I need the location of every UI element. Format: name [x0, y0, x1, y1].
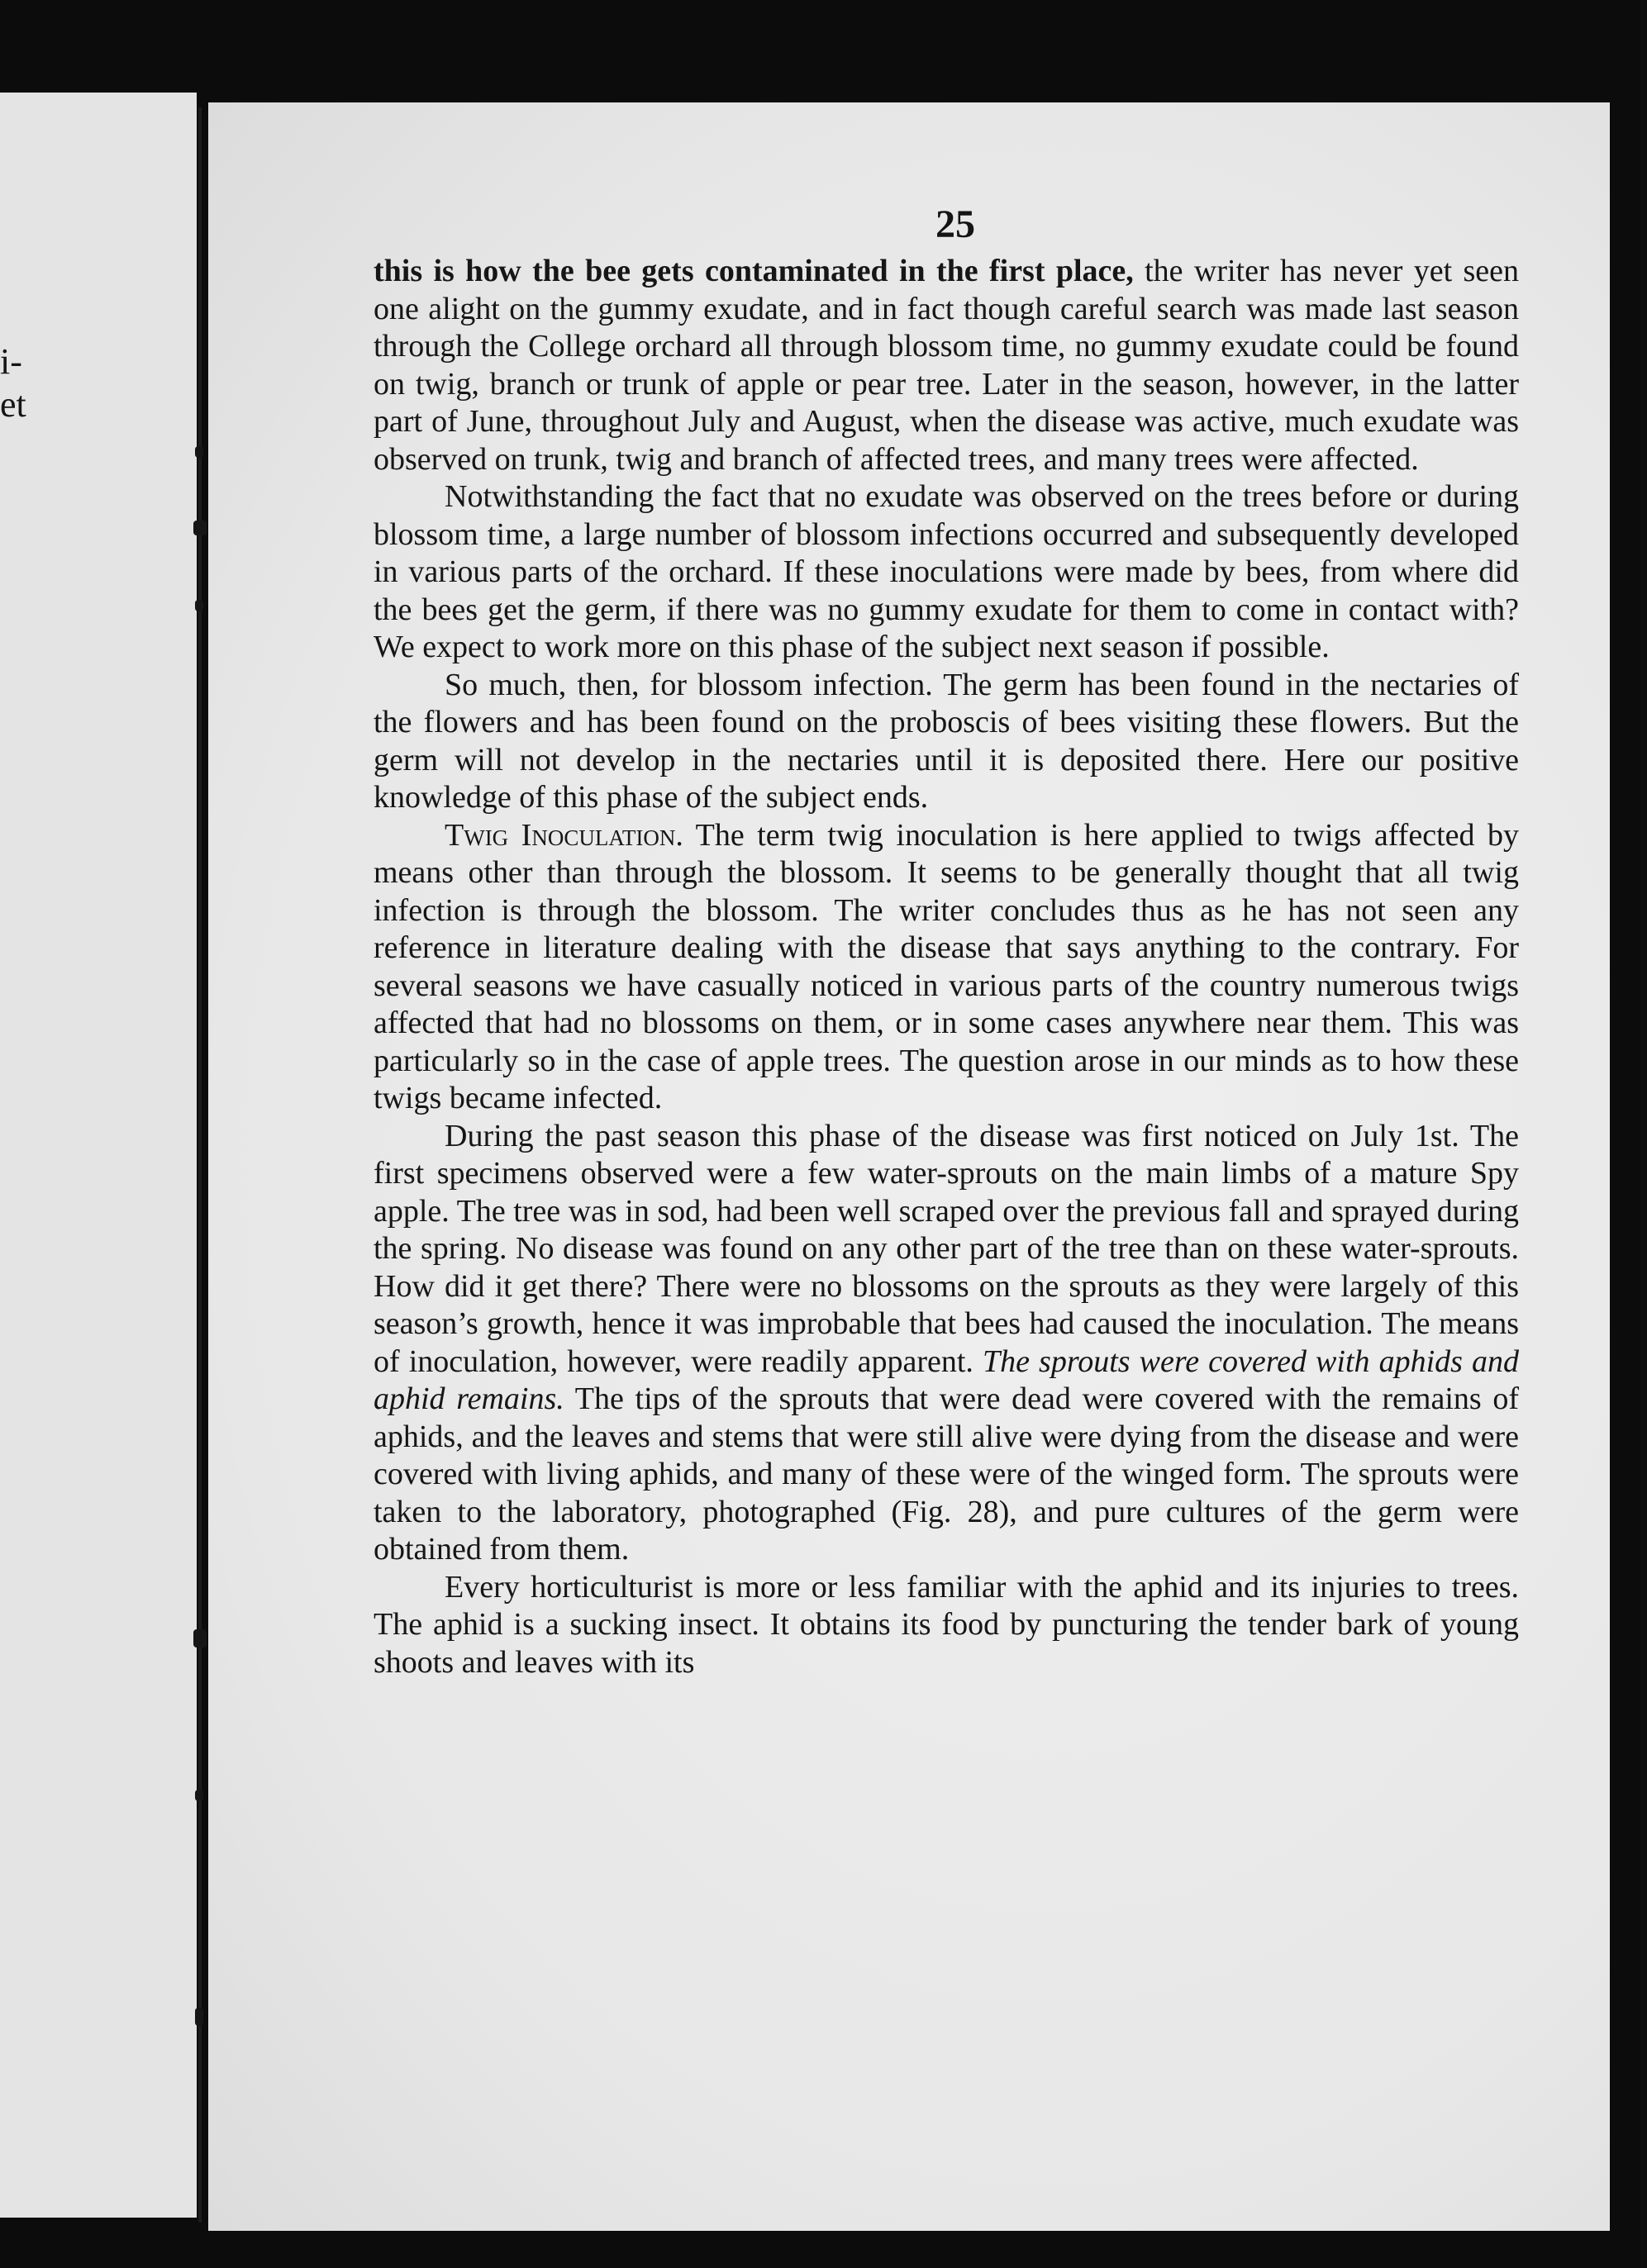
- adjacent-page-strip: [0, 93, 197, 2218]
- paragraph-text: Notwithstanding the fact that no exudate was observed on the trees before or during blossom time, a large number of blossom infections occurred and subsequently developed in various parts of the orchard. If these inoculations were made by bees, from where did the bees get the germ, if there was no gummy exudate for them to come in contact with? We expect to work more on this phase of the subject next season if possible.: [374, 479, 1519, 664]
- paragraph-text: Every horticulturist is more or less familiar with the aphid and its injuries to trees. The aphid is a sucking insect. It obtains its food by puncturing the tender bark of young shoots and leaves with its: [374, 1569, 1519, 1680]
- binding-mark: [193, 521, 207, 535]
- paragraph-text: The term twig inoculation is here applied to twigs affected by means other than through the blossom. It seems to be generally thought that all twig infection is through the blossom. The writer concludes thus as he has not seen any reference in literature dealing with the disease that says anything to the contrary. For several seasons we have casually noticed in various parts of the country numerous twigs affected that had no blossoms on them, or in some cases anywhere near them. This was particularly so in the case of apple trees. The question arose in our minds as to how these twigs became infected.: [374, 817, 1519, 1115]
- binding-mark: [193, 1629, 207, 1648]
- paragraph: [374, 1569, 1519, 1682]
- binding-mark: [195, 446, 203, 458]
- binding-mark: [195, 2008, 203, 2026]
- section-heading-twig-inoculation: Twig Inoculation.: [445, 817, 683, 853]
- binding-mark: [195, 600, 203, 611]
- paragraph-text: the writer has never yet seen one alight on the gummy exudate, and in fact though careful search was made last season through the College orchard all through blossom time, no gummy exudate could be found on twig, branch or trunk of apple or pear tree. Later in the season, however, in the latter part of June, throughout July and August, when the disease was active, much exudate was observed on trunk, twig and branch of affected trees, and many trees were affected.: [374, 254, 1519, 477]
- binding-gutter: [198, 107, 202, 2223]
- paragraph-lead-bold: this is how the bee gets contaminated in the first place,: [374, 254, 1134, 288]
- adjacent-fragment-2: et: [0, 384, 26, 425]
- paragraph: [374, 253, 1519, 478]
- paragraph: [374, 478, 1519, 667]
- paragraph-text: The tips of the sprouts that were dead were covered with the remains of aphids, and the leaves and stems that were still alive were dying from the disease and were covered with living aphids, and many of these were of the winged form. The sprouts were taken to the laboratory, photographed (Fig. 28), and pure cultures of the germ were obtained from them.: [374, 1381, 1520, 1567]
- page-number: 25: [935, 202, 975, 246]
- paragraph-text: So much, then, for blossom infection. The germ has been found in the nectaries of the flowers and has been found on the proboscis of bees visiting these flowers. But the germ will not develop in the nectaries until it is deposited there. Here our positive knowledge of this phase of the subject ends.: [374, 667, 1519, 815]
- body-text: [374, 253, 1519, 1681]
- binding-mark: [195, 1790, 203, 1801]
- adjacent-fragment-1: i-: [0, 341, 22, 382]
- paragraph: [374, 817, 1519, 1118]
- book-page: [208, 102, 1610, 2231]
- paragraph-text: During the past season this phase of the disease was first noticed on July 1st. The first specimens observed were a few water-sprouts on the main limbs of a mature Spy apple. The tree was in sod, had been well scraped over the previous fall and sprayed during the spring. No disease was found on any other part of the tree than on these water-sprouts. How did it get there? There were no blossoms on the sprouts as they were largely of this season’s growth, hence it was improbable that bees had caused the inoculation. The means of inoculation, however, were readily apparent.: [374, 1118, 1519, 1379]
- paragraph: [374, 667, 1519, 817]
- paragraph: [374, 1118, 1519, 1569]
- adjacent-page-fragments: [0, 340, 25, 426]
- paragraph-emphasis-italic: The sprouts were covered with aphids and aphid remains.: [374, 1343, 1519, 1416]
